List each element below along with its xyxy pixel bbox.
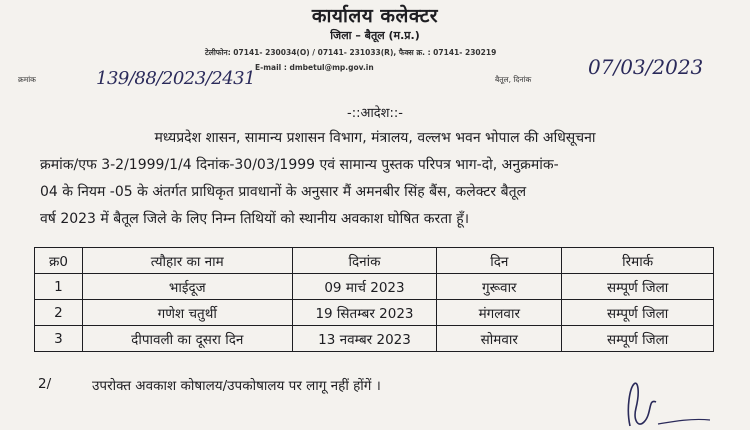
email-line: E-mail : dmbetul@mp.gov.in (255, 63, 374, 72)
header-day: दिन (437, 248, 562, 274)
cell-remark: सम्पूर्ण जिला (562, 274, 714, 300)
cell-remark: सम्पूर्ण जिला (562, 300, 714, 326)
header-festival: त्यौहार का नाम (82, 248, 292, 274)
cell-day: सोमवार (437, 326, 562, 352)
body-line: क्रमांक/एफ 3-2/1999/1/4 दिनांक-30/03/1999 एवं सामान्य पुस्तक परिपत्र भाग-दो, अनुक्रमांक- (40, 157, 559, 173)
cell-date: 19 सितम्बर 2023 (292, 300, 437, 326)
table-row (35, 300, 714, 326)
order-number: 139/88/2023/2431 (96, 68, 256, 89)
cell-remark: सम्पूर्ण जिला (562, 326, 714, 352)
office-title: कार्यालय कलेक्टर (311, 5, 439, 27)
place-date-label: बैतूल, दिनांक (495, 75, 532, 84)
cell-serial: 2 (35, 300, 83, 326)
table-row (35, 274, 714, 300)
note-text: उपरोक्त अवकाश कोषालय/उपकोषालय पर लागू नहीं होंगें । (92, 378, 381, 394)
cell-festival: दीपावली का दूसरा दिन (82, 326, 292, 352)
handwritten-date: 07/03/2023 (588, 55, 704, 79)
header-serial: क्र0 (35, 248, 83, 274)
contact-line: टेलीफोन: 07141- 230034(O) / 07141- 231033(R), फैक्स क्र. : 07141- 230219 (205, 48, 497, 57)
cell-serial: 3 (35, 326, 83, 352)
cell-day: मंगलवार (437, 300, 562, 326)
holiday-table (34, 247, 714, 352)
signature-mark (600, 378, 720, 430)
cell-serial: 1 (35, 274, 83, 300)
note-number: 2/ (38, 376, 52, 392)
body-line: 04 के नियम -05 के अंतर्गत प्राधिकृत प्रावधानों के अनुसार मैं अमनबीर सिंह बैंस, कलेक्टर बैतूल (40, 184, 527, 200)
cell-festival: गणेश चतुर्थी (82, 300, 292, 326)
body-line: मध्यप्रदेश शासन, सामान्य प्रशासन विभाग, मंत्रालय, वल्लभ भवन भोपाल की अधिसूचना (154, 130, 596, 146)
district-line: जिला – बैतूल (म.प्र.) (330, 29, 420, 42)
order-heading: -::आदेश::- (347, 106, 403, 121)
cell-day: गुरूवार (437, 274, 562, 300)
header-date: दिनांक (292, 248, 437, 274)
table-header-row (35, 248, 714, 274)
order-label: क्रमांक (18, 75, 36, 84)
cell-date: 13 नवम्बर 2023 (292, 326, 437, 352)
body-line: वर्ष 2023 में बैतूल जिले के लिए निम्न तिथियों को स्थानीय अवकाश घोषित करता हूँ। (40, 211, 470, 227)
cell-date: 09 मार्च 2023 (292, 274, 437, 300)
table-row (35, 326, 714, 352)
cell-festival: भाईदूज (82, 274, 292, 300)
header-remark: रिमार्क (562, 248, 714, 274)
